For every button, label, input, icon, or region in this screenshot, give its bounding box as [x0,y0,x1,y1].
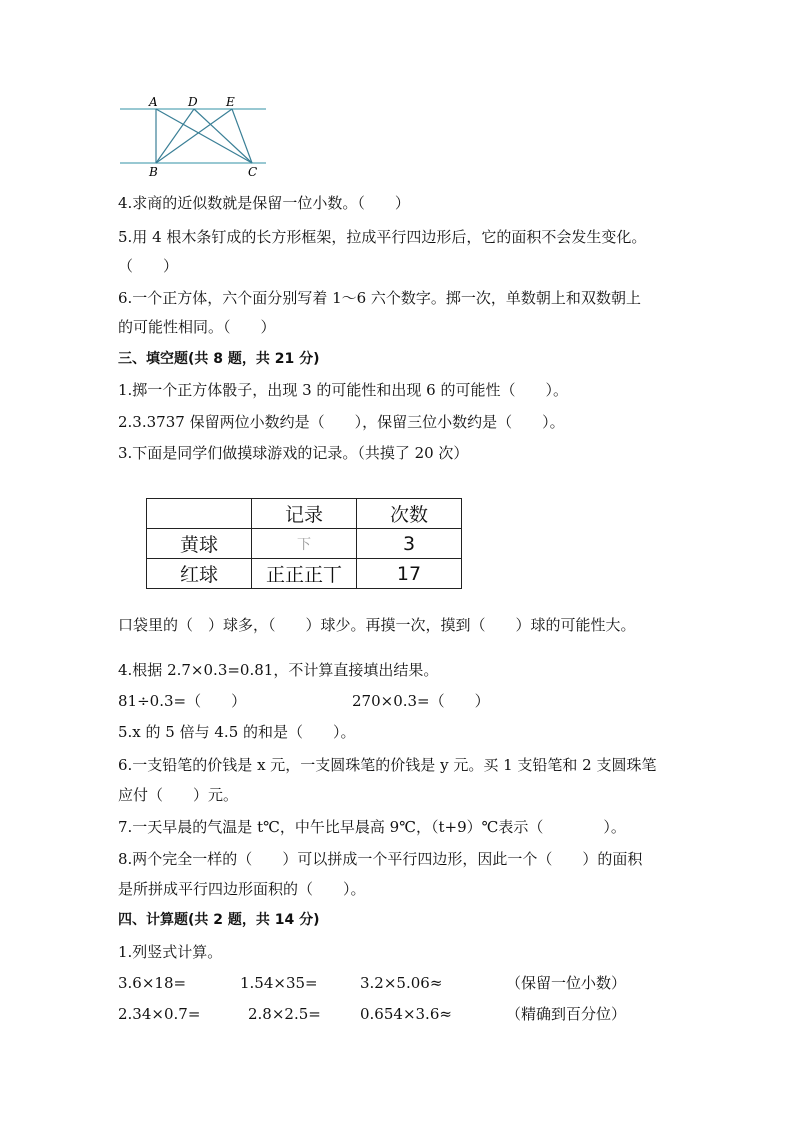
judge-question-6-line2: 的可能性相同。（ ） [118,318,276,336]
segment-EC [232,109,252,163]
row-record-red: 正正正丅 [252,559,357,589]
fill-question-8-line2: 是所拼成平行四边形面积的（ ）。 [118,880,366,898]
fill-question-4-b: 270×0.3=（ ） [352,692,490,710]
calc-question-1: 1.列竖式计算。 [118,943,223,961]
row-count-yellow: 3 [357,529,462,559]
fill-question-6-line2: 应付（ ）元。 [118,786,239,804]
label-B: B [149,165,158,179]
fill-question-1: 1.掷一个正方体骰子，出现 3 的可能性和出现 6 的可能性（ ）。 [118,381,568,399]
calc-r2-c3: 0.654×3.6≈ [360,1005,452,1023]
calc-r1-note: （保留一位小数） [506,974,627,992]
judge-question-5: 5.用 4 根木条钉成的长方形框架，拉成平行四边形后，它的面积不会发生变化。 [118,228,647,246]
label-C: C [248,165,258,179]
section-4-title: 四、计算题(共 2 题，共 14 分) [118,912,320,928]
judge-question-5-paren: （ ） [118,257,179,275]
segment-AC [156,109,252,163]
fill-question-7: 7.一天早晨的气温是 t℃，中午比早晨高 9℃，（t+9）℃表示（ ）。 [118,818,626,836]
calc-r1-c2: 1.54×35= [240,974,318,992]
geometry-figure [118,94,268,180]
calc-r2-c1: 2.34×0.7= [118,1005,201,1023]
row-count-red: 17 [357,559,462,589]
fill-question-2: 2.3.3737 保留两位小数约是（ ），保留三位小数约是（ ）。 [118,413,565,431]
row-record-yellow: 下 [252,529,357,559]
fill-question-6-line1: 6.一支铅笔的价钱是 x 元，一支圆珠笔的价钱是 y 元。买 1 支铅笔和 2 支圆珠笔 [118,756,657,774]
fill-question-8-line1: 8.两个完全一样的（ ）可以拼成一个平行四边形，因此一个（ ）的面积 [118,850,643,868]
calc-r2-note: （精确到百分位） [506,1005,627,1023]
table-header-empty [147,499,252,529]
table-row [147,559,462,589]
label-A: A [149,95,158,109]
fill-question-5: 5.x 的 5 倍与 4.5 的和是（ ）。 [118,723,356,741]
section-3-title: 三、填空题(共 8 题，共 21 分) [118,351,320,367]
table-header-row [147,499,462,529]
table-header-count: 次数 [357,499,462,529]
table-row [147,529,462,559]
judge-question-4: 4.求商的近似数就是保留一位小数。（ ） [118,194,410,212]
fill-question-4: 4.根据 2.7×0.3=0.81，不计算直接填出结果。 [118,661,439,679]
judge-question-6-line1: 6.一个正方体，六个面分别写着 1～6 六个数字。掷一次，单数朝上和双数朝上 [118,289,641,307]
fill-question-3-answer: 口袋里的（ ）球多，（ ）球少。再摸一次，摸到（ ）球的可能性大。 [118,616,636,634]
calc-r2-c2: 2.8×2.5= [248,1005,321,1023]
fill-question-3: 3.下面是同学们做摸球游戏的记录。（共摸了 20 次） [118,444,469,462]
label-D: D [188,95,198,109]
fill-question-4-a: 81÷0.3=（ ） [118,692,247,710]
row-name-yellow: 黄球 [147,529,252,559]
tally-table [146,498,462,589]
segment-DB [156,109,194,163]
segment-EB [156,109,232,163]
table-header-record: 记录 [252,499,357,529]
label-E: E [226,95,235,109]
calc-r1-c3: 3.2×5.06≈ [360,974,443,992]
segment-DC [194,109,252,163]
row-name-red: 红球 [147,559,252,589]
calc-r1-c1: 3.6×18= [118,974,187,992]
